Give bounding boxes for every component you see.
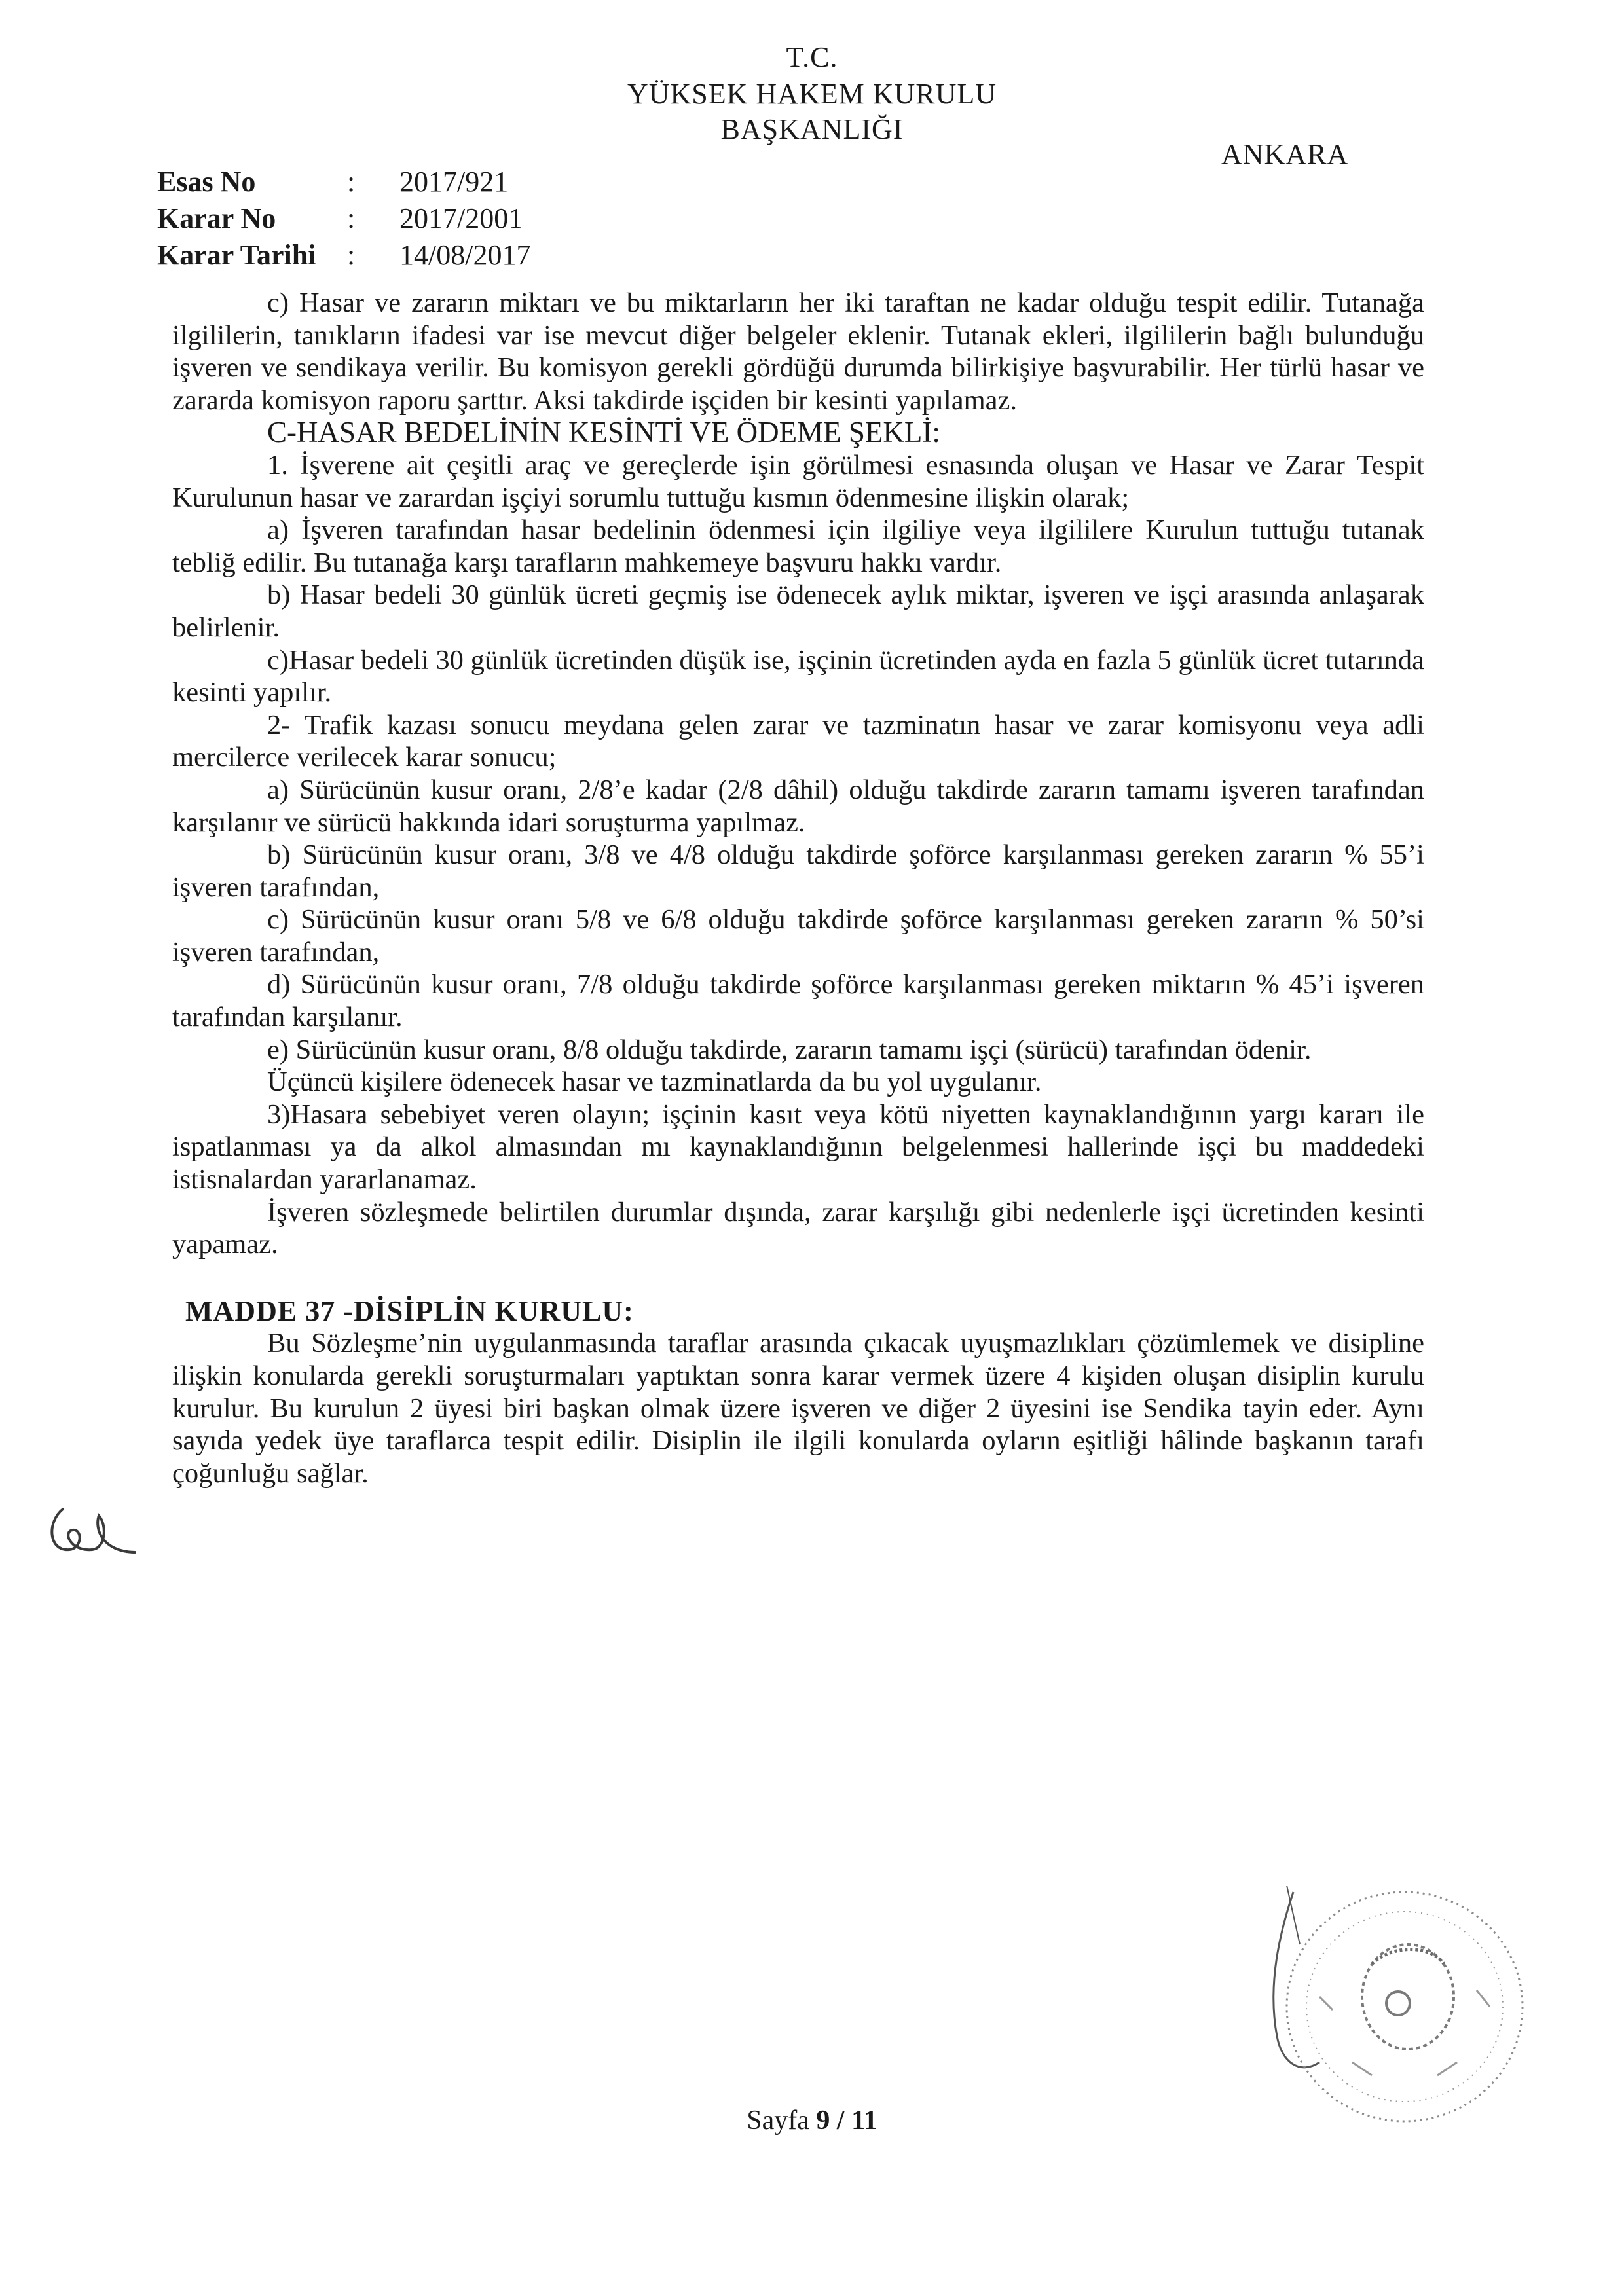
section-gap bbox=[172, 1261, 1424, 1295]
case-meta bbox=[157, 164, 530, 274]
paragraph-1b: b) Hasar bedeli 30 günlük ücreti geçmiş ise ödenecek aylık miktar, işveren ve işçi arasında anlaşarak belirlenir. bbox=[172, 579, 1424, 643]
paragraph-2: 2- Trafik kazası sonucu meydana gelen zarar ve tazminatın hasar ve zarar komisyonu veya adli mercilerce verilecek karar sonucu; bbox=[172, 709, 1424, 773]
page-total: 11 bbox=[851, 2105, 877, 2136]
paragraph-1c: c)Hasar bedeli 30 günlük ücretinden düşük ise, işçinin ücretinden ayda en fazla 5 günlük ücret tutarında kesinti yapılır. bbox=[172, 644, 1424, 708]
karar-label: Karar No bbox=[157, 202, 276, 234]
page-current: 9 bbox=[816, 2105, 830, 2136]
paragraph-2a: a) Sürücünün kusur oranı, 2/8’e kadar (2/8 dâhil) olduğu takdirde zararın tamamı işveren tarafından karşılanır ve sürücü hakkında idari soruşturma yapılmaz. bbox=[172, 774, 1424, 838]
tarih-colon: : bbox=[347, 239, 356, 271]
section-heading-c: C-HASAR BEDELİNİN KESİNTİ VE ÖDEME ŞEKLİ: bbox=[267, 416, 940, 449]
paragraph-employer: İşveren sözleşmede belirtilen durumlar dışında, zarar karşılığı gibi nedenlerle işçi ücretinden kesinti yapamaz. bbox=[172, 1196, 1424, 1260]
article-37-heading: MADDE 37 -DİSİPLİN KURULU: bbox=[185, 1294, 634, 1327]
header-department: BAŞKANLIĞI bbox=[720, 113, 904, 145]
document-body bbox=[172, 287, 1424, 1489]
paragraph-article-37: Bu Sözleşme’nin uygulanmasında taraflar arasında çıkacak uyuşmazlıkları çözümlemek ve disipline ilişkin konularda gerekli soruşturmaları yaptıktan sonra karar vermek üzere 4 kişiden oluşan disiplin kurulu kurulur. Bu kurulun 2 üyesi biri başkan olmak üzere işveren ve diğer 2 üyesini ise Sendika tayin eder. Aynı sayıda yedek üye taraflarca tespit edilir. Disiplin ile ilgili konularda oyların eşitliği hâlinde başkanın tarafı çoğunluğu sağlar. bbox=[172, 1328, 1424, 1489]
page-separator: / bbox=[836, 2105, 845, 2136]
paragraph-2b: b) Sürücünün kusur oranı, 3/8 ve 4/8 olduğu takdirde şoförce karşılanması gereken zararın % 55’i işveren tarafından, bbox=[172, 839, 1424, 903]
esas-label: Esas No bbox=[157, 166, 256, 198]
official-seal-stamp-icon bbox=[1241, 1866, 1549, 2134]
header-city: ANKARA bbox=[1221, 138, 1349, 170]
tarih-value: 14/08/2017 bbox=[399, 239, 531, 271]
tarih-label: Karar Tarihi bbox=[157, 239, 316, 271]
page-prefix: Sayfa bbox=[747, 2105, 809, 2136]
paragraph-2d: d) Sürücünün kusur oranı, 7/8 olduğu takdirde şoförce karşılanması gereken miktarın % 45’i işveren tarafından karşılanır. bbox=[172, 969, 1424, 1033]
esas-value: 2017/921 bbox=[399, 166, 509, 198]
paragraph-1: 1. İşverene ait çeşitli araç ve gereçlerde işin görülmesi esnasında oluşan ve Hasar ve Zarar Tespit Kurulunun hasar ve zarardan işçiyi sorumlu tuttuğu kısmın ödenmesine ilişkin olarak; bbox=[172, 449, 1424, 513]
esas-colon: : bbox=[347, 166, 356, 198]
karar-row bbox=[157, 200, 530, 237]
paragraph-3: 3)Hasara sebebiyet veren olayın; işçinin kasıt veya kötü niyetten kaynaklandığının yargı kararı ile ispatlanması ya da alkol almasından mı kaynaklandığının belgelenmesi hallerinde işçi bu maddedeki istisnalardan yararlanamaz. bbox=[172, 1099, 1424, 1195]
esas-row bbox=[157, 164, 530, 200]
header-institution: YÜKSEK HAKEM KURULU bbox=[627, 78, 997, 110]
paragraph-1a: a) İşveren tarafından hasar bedelinin ödenmesi için ilgiliye veya ilgililere Kurulun tuttuğu tutanak tebliğ edilir. Bu tutanağa karşı tarafların mahkemeye başvuru hakkı vardır. bbox=[172, 515, 1424, 578]
paragraph-2c: c) Sürücünün kusur oranı 5/8 ve 6/8 olduğu takdirde şoförce karşılanması gereken zararın % 50’si işveren tarafından, bbox=[172, 904, 1424, 968]
karar-value: 2017/2001 bbox=[399, 202, 523, 234]
paragraph-c-damage: c) Hasar ve zararın miktarı ve bu miktarların her iki taraftan ne kadar olduğu tespit edilir. Tutanağa ilgililerin, tanıkların ifadesi var ise mevcut diğer belgeler eklenir. Tutanak ekleri, ilgililerin bağlı bulunduğu işveren ve sendikaya verilir. Bu komisyon gerekli gördüğü durumda bilirkişiye başvurabilir. Her türlü hasar ve zararda komisyon raporu şarttır. Aksi takdirde işçiden bir kesinti yapılamaz. bbox=[172, 287, 1424, 416]
karar-colon: : bbox=[347, 202, 356, 234]
paragraph-third-parties: Üçüncü kişilere ödenecek hasar ve tazminatlarda da bu yol uygulanır. bbox=[267, 1066, 1042, 1098]
tarih-row bbox=[157, 237, 530, 274]
handwritten-initials-icon bbox=[43, 1489, 148, 1561]
paragraph-2e: e) Sürücünün kusur oranı, 8/8 olduğu takdirde, zararın tamamı işçi (sürücü) tarafından ödenir. bbox=[267, 1034, 1312, 1065]
header-tc: T.C. bbox=[786, 41, 838, 73]
